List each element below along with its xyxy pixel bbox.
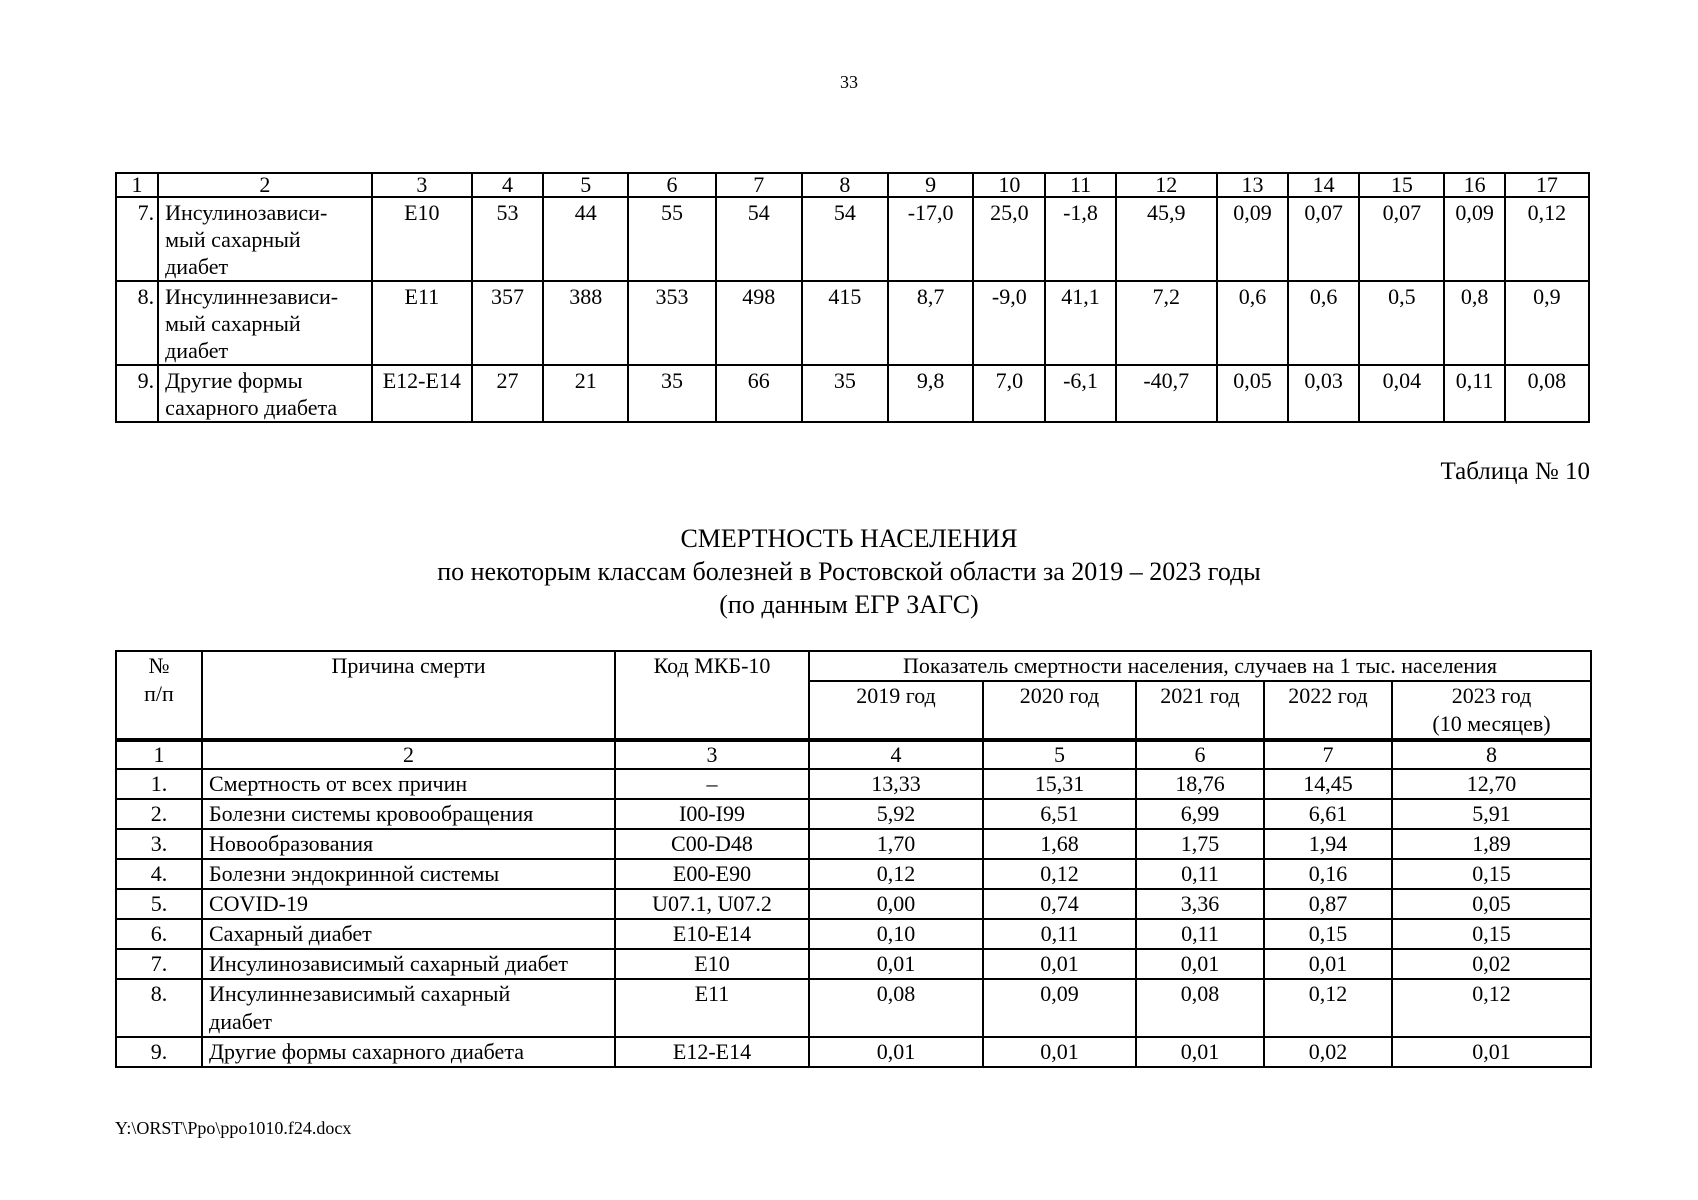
header-year-label: 2019 год [856,683,936,708]
row-number: 3. [116,829,202,859]
column-number: 4 [472,173,543,197]
value-cell: 0,12 [1505,197,1589,281]
table-row [116,889,1591,919]
header-row [116,651,1591,681]
rate-value: 0,01 [809,949,983,979]
row-number: 6. [116,919,202,949]
icd-code: I00-I99 [615,799,809,829]
cause-name-line: Болезни системы кровообращения [209,801,534,826]
value-cell: 0,9 [1505,281,1589,365]
column-number: 13 [1217,173,1288,197]
row-number: 8. [116,281,158,365]
column-number: 2 [202,740,615,769]
table-row [116,949,1591,979]
table-caption: Таблица № 10 [1440,458,1590,485]
rate-value: 6,99 [1136,799,1264,829]
column-number: 8 [802,173,888,197]
rate-value: 12,70 [1392,769,1591,799]
rate-value: 0,02 [1392,949,1591,979]
rate-value: 0,08 [809,979,983,1037]
cause-name-line: Новообразования [209,831,374,856]
row-number: 4. [116,859,202,889]
icd-code: E10-E14 [615,919,809,949]
disease-name [158,281,372,365]
value-cell: 0,07 [1359,197,1444,281]
header-year-note: (10 месяцев) [1432,711,1551,736]
rate-value: 0,11 [1136,859,1264,889]
row-number: 7. [116,949,202,979]
value-cell: 7,0 [973,365,1045,422]
value-cell: -40,7 [1116,365,1217,422]
disease-name-line: Инсулинозависи- [165,200,328,225]
rate-value: 0,01 [1264,949,1392,979]
cause-name-line: Болезни эндокринной системы [209,861,500,886]
value-cell: 35 [802,365,888,422]
header-num-cell [116,651,202,740]
rate-value: 1,89 [1392,829,1591,859]
rate-value: 0,08 [1136,979,1264,1037]
rate-value: 6,61 [1264,799,1392,829]
value-cell: 0,5 [1359,281,1444,365]
value-cell: 66 [716,365,802,422]
disease-name [158,365,372,422]
rate-value: 0,01 [1136,949,1264,979]
column-number: 1 [116,173,158,197]
value-cell: 7,2 [1116,281,1217,365]
value-cell: 25,0 [973,197,1045,281]
row-number: 2. [116,799,202,829]
rate-value: 0,05 [1392,889,1591,919]
value-cell: -17,0 [888,197,973,281]
disease-name-line: Другие формы [165,368,303,393]
rate-value: 3,36 [1136,889,1264,919]
rate-value: 0,15 [1264,919,1392,949]
disease-name-line: Инсулиннезависи- [165,284,339,309]
header-cause: Причина смерти [202,651,615,740]
rate-value: 1,94 [1264,829,1392,859]
value-cell: 0,04 [1359,365,1444,422]
column-number-row [116,740,1591,769]
cause-name-line: Другие формы сахарного диабета [209,1039,524,1064]
cause-name [202,859,615,889]
cause-name [202,1037,615,1067]
rate-value: 0,10 [809,919,983,949]
icd-code: U07.1, U07.2 [615,889,809,919]
rate-value: 0,16 [1264,859,1392,889]
rate-value: 0,12 [1264,979,1392,1037]
table-title: СМЕРТНОСТЬ НАСЕЛЕНИЯ [680,524,1018,553]
column-number-row [116,173,1589,197]
row-number: 8. [116,979,202,1037]
rate-value: 0,00 [809,889,983,919]
cause-name-line: Сахарный диабет [209,921,372,946]
table-source-note: (по данным ЕГР ЗАГС) [719,590,979,619]
value-cell: 44 [543,197,628,281]
column-number: 3 [615,740,809,769]
icd-code: E12-E14 [615,1037,809,1067]
disease-name-line: мый сахарный [165,311,301,336]
value-cell: 388 [543,281,628,365]
table-row [116,365,1589,422]
cause-name-line: Инсулинозависимый сахарный диабет [209,951,568,976]
value-cell: 0,6 [1288,281,1359,365]
column-number: 16 [1444,173,1504,197]
header-year [1264,681,1392,740]
rate-value: 0,11 [983,919,1136,949]
rate-value: 0,87 [1264,889,1392,919]
column-number: 6 [1136,740,1264,769]
column-number: 5 [543,173,628,197]
table-row [116,859,1591,889]
column-number: 11 [1045,173,1115,197]
icd-code: E00-E90 [615,859,809,889]
value-cell: 357 [472,281,543,365]
rate-value: 0,01 [983,949,1136,979]
column-number: 9 [888,173,973,197]
rate-value: 5,91 [1392,799,1591,829]
row-number: 5. [116,889,202,919]
cause-name [202,949,615,979]
column-number: 14 [1288,173,1359,197]
rate-value: 15,31 [983,769,1136,799]
rate-value: 0,02 [1264,1037,1392,1067]
rate-value: 5,92 [809,799,983,829]
icd-code: E10 [615,949,809,979]
column-number: 7 [1264,740,1392,769]
header-code: Код МКБ-10 [615,651,809,740]
rate-value: 6,51 [983,799,1136,829]
header-num-label: № [148,653,170,678]
file-path-footer: Y:\ORST\Ppo\ppo1010.f24.docx [115,1118,352,1138]
rate-value: 0,01 [809,1037,983,1067]
rate-value: 0,12 [1392,979,1591,1037]
rate-value: 1,68 [983,829,1136,859]
table-continuation [115,172,1590,423]
cause-name-line: Инсулиннезависимый сахарный [209,981,511,1006]
value-cell: 0,07 [1288,197,1359,281]
header-year-label: 2021 год [1160,683,1240,708]
rate-value: 14,45 [1264,769,1392,799]
cause-name [202,769,615,799]
value-cell: -9,0 [973,281,1045,365]
value-cell: 41,1 [1045,281,1115,365]
column-number: 15 [1359,173,1444,197]
row-number: 9. [116,365,158,422]
value-cell: 0,11 [1444,365,1504,422]
cause-name-line: COVID-19 [209,891,308,916]
column-number: 2 [158,173,372,197]
cause-name-line: Смертность от всех причин [209,771,468,796]
value-cell: 9,8 [888,365,973,422]
value-cell: 0,09 [1217,197,1288,281]
header-year [809,681,983,740]
value-cell: 0,8 [1444,281,1504,365]
rate-value: 0,09 [983,979,1136,1037]
table-subtitle: по некоторым классам болезней в Ростовской области за 2019 – 2023 годы [437,557,1261,586]
value-cell: 55 [628,197,715,281]
rate-value: 0,15 [1392,919,1591,949]
rate-value: 0,12 [809,859,983,889]
value-cell: 0,08 [1505,365,1589,422]
header-year [983,681,1136,740]
rate-value: 0,01 [1136,1037,1264,1067]
rate-value: 0,74 [983,889,1136,919]
value-cell: 54 [802,197,888,281]
mortality-table [115,650,1592,1068]
value-cell: 27 [472,365,543,422]
rate-value: 0,01 [1392,1037,1591,1067]
value-cell: 0,09 [1444,197,1504,281]
header-year-label: 2020 год [1019,683,1100,708]
row-number: 7. [116,197,158,281]
page-number: 33 [840,72,858,92]
table-row [116,799,1591,829]
column-number: 10 [973,173,1045,197]
rate-value: 0,01 [983,1037,1136,1067]
row-number: 1. [116,769,202,799]
value-cell: 8,7 [888,281,973,365]
column-number: 5 [983,740,1136,769]
icd-code: – [615,769,809,799]
header-year [1392,681,1591,740]
value-cell: 21 [543,365,628,422]
rate-value: 18,76 [1136,769,1264,799]
disease-name-line: мый сахарный [165,227,301,252]
column-number: 12 [1116,173,1217,197]
disease-name [158,197,372,281]
disease-name-line: сахарного диабета [165,395,338,420]
cause-name [202,979,615,1037]
table-row [116,197,1589,281]
column-number: 7 [716,173,802,197]
icd-code: C00-D48 [615,829,809,859]
column-number: 3 [372,173,472,197]
table-row [116,919,1591,949]
cause-name [202,919,615,949]
icd-code: E11 [372,281,472,365]
disease-name-line: диабет [165,254,229,279]
cause-name [202,799,615,829]
rate-value: 0,11 [1136,919,1264,949]
value-cell: 54 [716,197,802,281]
column-number: 4 [809,740,983,769]
header-indicator: Показатель смертности населения, случаев на 1 тыс. населения [809,651,1591,681]
value-cell: 0,05 [1217,365,1288,422]
value-cell: 35 [628,365,715,422]
column-number: 17 [1505,173,1589,197]
column-number: 6 [628,173,715,197]
rate-value: 0,12 [983,859,1136,889]
table-row [116,769,1591,799]
cause-name [202,889,615,919]
value-cell: 353 [628,281,715,365]
value-cell: 0,6 [1217,281,1288,365]
icd-code: E11 [615,979,809,1037]
value-cell: 45,9 [1116,197,1217,281]
icd-code: E12-E14 [372,365,472,422]
disease-name-line: диабет [165,338,229,363]
header-year-label: 2023 год [1451,683,1532,708]
header-num-label-2: п/п [144,681,174,706]
header-year-label: 2022 год [1288,683,1368,708]
rate-value: 0,15 [1392,859,1591,889]
row-number: 9. [116,1037,202,1067]
icd-code: E10 [372,197,472,281]
value-cell: 53 [472,197,543,281]
rate-value: 1,75 [1136,829,1264,859]
value-cell: -6,1 [1045,365,1115,422]
table-row [116,281,1589,365]
value-cell: 0,03 [1288,365,1359,422]
table-row [116,829,1591,859]
table-row [116,979,1591,1037]
column-number: 8 [1392,740,1591,769]
cause-name [202,829,615,859]
cause-name-line: диабет [209,1009,273,1034]
rate-value: 13,33 [809,769,983,799]
value-cell: -1,8 [1045,197,1115,281]
value-cell: 415 [802,281,888,365]
value-cell: 498 [716,281,802,365]
column-number: 1 [116,740,202,769]
header-year [1136,681,1264,740]
rate-value: 1,70 [809,829,983,859]
table-row [116,1037,1591,1067]
